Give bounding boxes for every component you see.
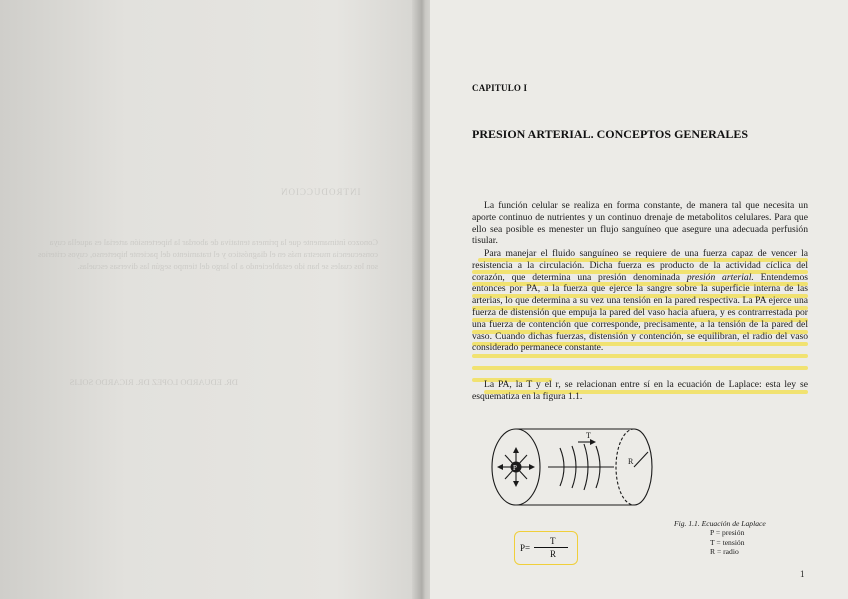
paragraph-pressure-text: Para manejar el fluido sanguíneo se requiere de una fuerza capaz de vencer la resistencia a la circulación. Dicha fuerza es producto de la actividad cíclica del corazón, que determina una presión denominada: [472, 248, 808, 283]
paragraph-intro: [472, 200, 808, 247]
paragraph-pressure: [472, 248, 808, 354]
arrowhead-icon: [529, 464, 535, 470]
label-p: P: [513, 464, 517, 472]
page-number: 1: [800, 569, 805, 579]
highlight-mark: [472, 366, 808, 370]
label-t: T: [586, 431, 591, 440]
arrowhead-icon: [497, 464, 503, 470]
arrowhead-icon: [513, 447, 519, 453]
legend-pressure: P = presión: [710, 528, 745, 538]
highlight-mark: [472, 354, 808, 358]
figure-caption: [674, 519, 794, 557]
figure-caption-title: Fig. 1.1. Ecuación de Laplace: [674, 519, 766, 528]
paragraph-laplace-text: La PA, la T y el r, se relacionan entre sí en la ecuación de Laplace: esta ley se esquematiza en la figura 1.1.: [472, 379, 808, 402]
chapter-title: PRESION ARTERIAL. CONCEPTOS GENERALES: [472, 127, 749, 141]
vessel-end-hidden: [616, 429, 634, 505]
legend-radius: R = radio: [710, 547, 739, 557]
left-page: [0, 0, 420, 599]
label-r: R: [628, 457, 634, 466]
radius-line: [634, 452, 648, 467]
laplace-vessel-diagram: [488, 422, 658, 512]
bleed-through-heading: INTRODUCCION: [280, 187, 361, 197]
paragraph-laplace: [472, 379, 808, 403]
formula-denominator: R: [550, 549, 557, 559]
paragraph-pressure-text-cont: Entendemos entonces por PA, a la fuerza que ejerce la sangre sobre la superficie interna de las arterias, lo que determina a su vez una tensión en la pared respectiva. La PA ejerce una fuerza de distensión que empuja la pared del vaso hacia afuera, y es contrarrestada por una fuerza de contención que corresponde, precisamente, a la tensión de la pared del vaso. Cuando dichas fuerzas, distensión y contención, se equilibran, el radio del vaso considerado permanece constante.: [472, 271, 808, 354]
fraction-bar: [534, 547, 568, 548]
formula-numerator: T: [550, 536, 556, 546]
paragraph-intro-text: La función celular se realiza en forma constante, de manera tal que necesita un aporte continuo de nutrientes y un continuo drenaje de metabolitos celulares. Para que ello sea posible es menester un flujo sanguíneo que asegure una adecuada perfusión tisular.: [472, 200, 808, 247]
bleed-through-signature: DR. EDUARDO LOPEZ DR. RICARDO SOLIS: [69, 377, 238, 387]
legend-tension: T = tensión: [710, 537, 745, 547]
arrowhead-icon: [590, 439, 596, 445]
arrowhead-icon: [513, 481, 519, 487]
chapter-label: CAPITULO I: [472, 83, 528, 93]
bleed-through-paragraph: Conozco íntimamente que la primera tentativa de abordar la hipertensión arterial es aquella cuya consecuencia muestra más en el diagnóstico y el tratamiento del paciente hipertenso, cuyos criterios son los cuales se han ido estableciendo a lo largo del tiempo según las diversas escuelas.: [38, 237, 378, 271]
vessel-end: [634, 429, 652, 505]
term-presion-arterial: presión arterial.: [686, 271, 754, 283]
formula-lhs: P=: [520, 543, 531, 553]
